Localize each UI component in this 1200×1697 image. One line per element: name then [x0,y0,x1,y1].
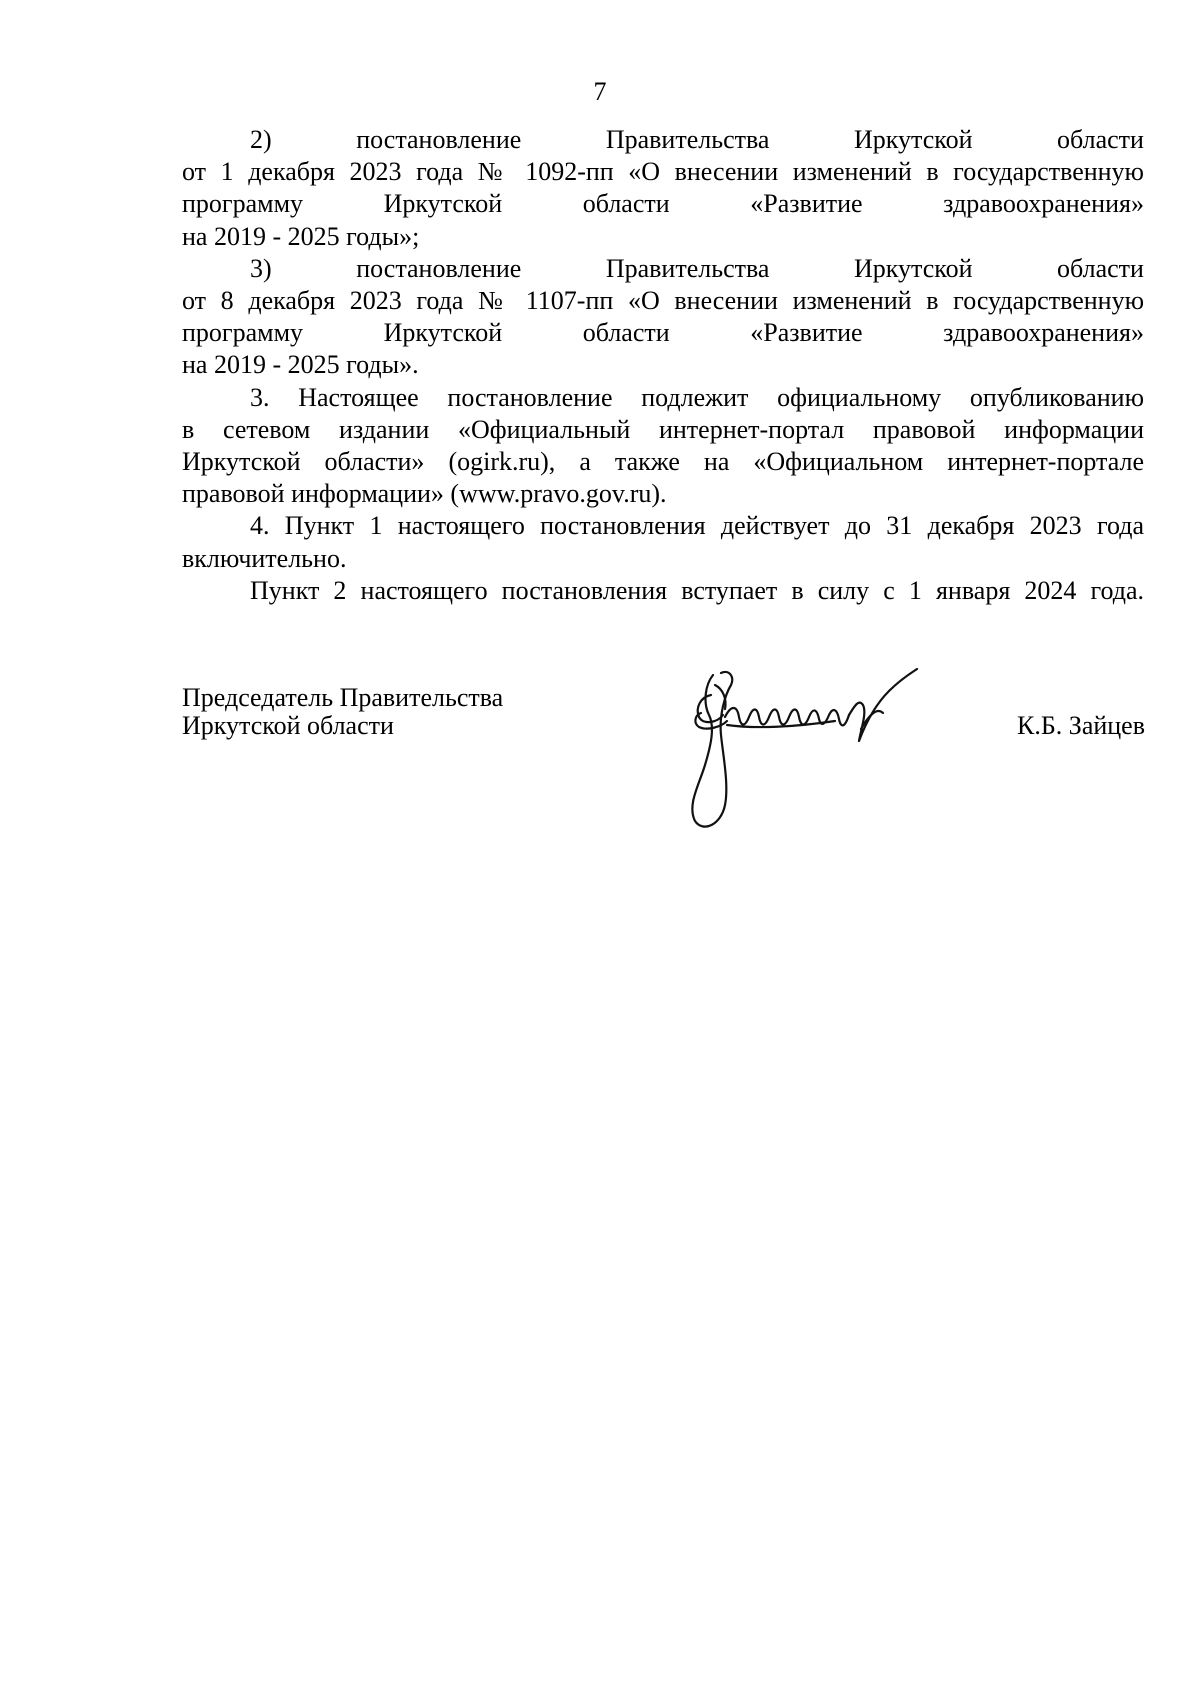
item3-word: Правительства [605,253,770,283]
item3-word: здравоохранения» [943,318,1144,348]
para3-line3: Иркутской области» (ogirk.ru), а также на «Официальном интернет-портале [182,447,1144,477]
item3-word: 3) [250,253,272,283]
item3-word: Иркутской [383,318,503,348]
item3-line1 [182,253,1144,285]
item3-word: области [1057,253,1144,283]
page-number: 7 [593,77,607,106]
item3-line3 [182,317,1144,349]
item2-word: постановление [356,125,522,154]
document-body [182,124,1144,607]
signatory-title-line1: Председатель Правительства [182,683,504,712]
para4-line2: включительно. [182,543,347,573]
item2-line4: на 2019 - 2025 годы»; [182,221,420,251]
item3-line2: от 8 декабря 2023 года № 1107-пп «О внесении изменений в государственную [182,286,1144,316]
item3-word: постановление [356,253,522,283]
signatory-title-line2: Иркутской области [182,711,394,740]
para3-line4: правовой информации» (www.pravo.gov.ru). [182,479,667,509]
para5-line1: Пункт 2 настоящего постановления вступает в силу с 1 января 2024 года. [250,575,1144,605]
list-item-3 [182,253,1144,382]
item2-word: области [1057,125,1144,154]
para3-line2: в сетевом издании «Официальный интернет-портал правовой информации [182,414,1144,444]
item3-word: «Развитие [750,318,863,348]
paragraph-3 [182,382,1144,511]
item2-word: области [582,189,670,219]
item2-line1 [182,124,1144,156]
para3-line1: 3. Настоящее постановление подлежит официальному опубликованию [250,382,1144,412]
item2-word: Иркутской [854,125,973,154]
paragraph-4 [182,510,1144,574]
handwritten-signature [665,655,965,835]
item3-word: Иркутской [854,253,973,283]
signatory-name: К.Б. Зайцев [1017,711,1145,740]
para4-line1: 4. Пункт 1 настоящего постановления действует до 31 декабря 2023 года [250,511,1144,541]
item3-word: области [582,318,670,348]
item2-word: программу [182,189,304,219]
item3-word: программу [182,318,304,348]
item2-word: «Развитие [750,189,863,219]
signatory-title [182,684,503,740]
item2-word: здравоохранения» [943,189,1144,219]
list-item-2 [182,124,1144,253]
item2-line2: от 1 декабря 2023 года № 1092-пп «О внесении изменений в государственную [182,157,1144,187]
item2-word: Правительства [605,125,770,154]
item2-word: Иркутской [383,189,503,219]
item2-word: 2) [250,125,272,154]
item2-line3 [182,188,1144,220]
paragraph-5 [182,575,1144,607]
item3-line4: на 2019 - 2025 годы». [182,350,419,380]
